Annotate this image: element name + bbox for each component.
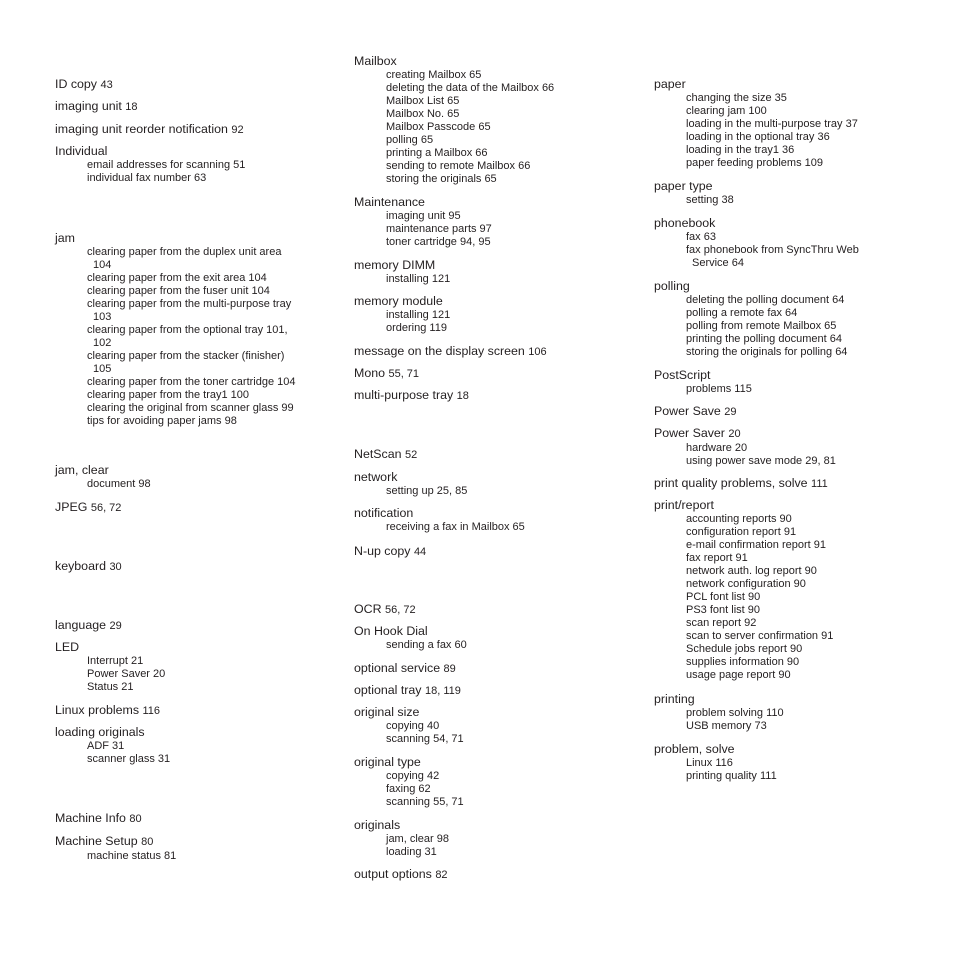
- index-subentry: scanning 54, 71: [386, 733, 464, 745]
- index-subentry: e-mail confirmation report 91: [686, 539, 827, 551]
- index-term-label: ID copy: [55, 77, 98, 91]
- index-subentry: USB memory 73: [686, 720, 767, 732]
- index-entry: [354, 660, 624, 677]
- index-term-label: imaging unit: [55, 99, 122, 113]
- index-subentry: storing the originals 65: [386, 173, 497, 185]
- index-subentry: polling from remote Mailbox 65: [686, 320, 837, 332]
- index-subentry: jam, clear 98: [386, 833, 449, 845]
- index-term-label: memory DIMM: [354, 258, 436, 272]
- index-term: [55, 833, 305, 850]
- index-term: [354, 817, 624, 833]
- index-subentry: PCL font list 90: [686, 591, 761, 603]
- index-term-label: Power Save: [654, 404, 721, 418]
- index-subentry: hardware 20: [686, 442, 748, 454]
- index-term-label: phonebook: [654, 216, 716, 230]
- index-term: [55, 76, 305, 93]
- index-entry: [354, 754, 624, 809]
- index-page-ref: 18: [125, 101, 138, 113]
- index-entry: [354, 446, 624, 463]
- index-term: [654, 691, 924, 707]
- index-page-ref: 106: [528, 346, 547, 358]
- index-entry: [55, 462, 305, 491]
- index-entry: [354, 387, 624, 404]
- index-term: [354, 257, 624, 273]
- index-entry: [55, 617, 305, 634]
- index-subentry: Schedule jobs report 90: [686, 643, 803, 655]
- index-term: [55, 499, 305, 516]
- index-subentry: usage page report 90: [686, 669, 791, 681]
- index-term-label: paper type: [654, 179, 713, 193]
- index-term: [55, 98, 305, 115]
- index-page-ref: 44: [413, 546, 427, 558]
- index-term-label: OCR: [354, 602, 382, 616]
- index-subentry: machine status 81: [87, 850, 177, 862]
- index-term-label: jam: [55, 231, 75, 245]
- index-subentry: toner cartridge 94, 95: [386, 236, 491, 248]
- index-entry: [354, 682, 624, 699]
- index-term: [354, 754, 624, 770]
- index-term-label: imaging unit reorder notification: [55, 122, 228, 136]
- index-subentry: clearing paper from the tray1 100: [87, 389, 250, 401]
- index-entry: [55, 499, 305, 516]
- index-page-ref: 43: [100, 79, 113, 91]
- index-entry: [55, 121, 305, 138]
- index-term-label: Linux problems: [55, 703, 140, 717]
- index-subentry: scan to server confirmation 91: [686, 630, 834, 642]
- index-term-label: printing: [654, 692, 695, 706]
- index-term-label: language: [55, 618, 106, 632]
- index-term-label: Mailbox: [354, 54, 397, 68]
- index-page-ref: 18: [456, 390, 469, 402]
- index-entry: [354, 293, 624, 335]
- index-subentry: Mailbox List 65: [386, 95, 460, 107]
- index-page-ref: 29: [724, 406, 737, 418]
- index-term-label: optional tray: [354, 683, 422, 697]
- index-entry: [354, 53, 624, 186]
- index-term-label: print/report: [654, 498, 714, 512]
- index-entry: [654, 475, 924, 492]
- index-term: [55, 810, 305, 827]
- index-entry: [55, 833, 305, 863]
- index-subentry: loading in the optional tray 36: [686, 131, 830, 143]
- index-subentry: printing the polling document 64: [686, 333, 842, 345]
- index-subentry: problems 115: [686, 383, 752, 395]
- index-term: [354, 543, 624, 560]
- index-subentry: clearing paper from the stacker (finisher) 105: [87, 350, 285, 375]
- index-subentry: Interrupt 21: [87, 655, 144, 667]
- index-subentry: PS3 font list 90: [686, 604, 760, 616]
- index-term: [654, 497, 924, 513]
- index-entry: [354, 343, 624, 360]
- index-term-label: paper: [654, 77, 686, 91]
- index-subentry: clearing jam 100: [686, 105, 767, 117]
- index-term-label: Machine Info: [55, 811, 126, 825]
- index-subentry: loading 31: [386, 846, 437, 858]
- index-term-label: N-up copy: [354, 544, 411, 558]
- index-term: [354, 704, 624, 720]
- index-term: [654, 425, 924, 442]
- index-page-ref: 30: [109, 561, 122, 573]
- index-page-ref: 80: [141, 836, 154, 848]
- index-subentry: faxing 62: [386, 783, 431, 795]
- index-subentry: Status 21: [87, 681, 134, 693]
- index-term: [654, 278, 924, 294]
- index-page-ref: 55, 71: [388, 368, 420, 380]
- index-page-ref: 29: [109, 620, 122, 632]
- index-entry: [354, 257, 624, 286]
- index-entry: [55, 76, 305, 93]
- index-subentry: clearing paper from the fuser unit 104: [87, 285, 270, 297]
- index-subentry: maintenance parts 97: [386, 223, 492, 235]
- index-term-label: memory module: [354, 294, 443, 308]
- index-term: [654, 741, 924, 757]
- index-page-ref: 56, 72: [385, 604, 416, 616]
- index-subentry: printing quality 111: [686, 770, 777, 782]
- index-subentry: deleting the polling document 64: [686, 294, 845, 306]
- index-entry: [654, 76, 924, 170]
- index-entry: [654, 741, 924, 783]
- index-subentry: sending to remote Mailbox 66: [386, 160, 531, 172]
- index-term: [654, 403, 924, 420]
- index-subentry: loading in the tray1 36: [686, 144, 795, 156]
- index-term: [55, 143, 305, 159]
- index-term: [354, 387, 624, 404]
- index-term-label: network: [354, 470, 398, 484]
- index-term: [654, 367, 924, 383]
- index-term: [354, 343, 624, 360]
- index-entry: [654, 691, 924, 733]
- index-subentry: installing 121: [386, 273, 451, 285]
- index-subentry: Linux 116: [686, 757, 733, 769]
- index-subentry: clearing the original from scanner glass 99: [87, 402, 294, 414]
- index-term-label: notification: [354, 506, 414, 520]
- index-subentry: clearing paper from the toner cartridge 104: [87, 376, 296, 388]
- index-subentry: setting up 25, 85: [386, 485, 468, 497]
- index-subentry: fax phonebook from SyncThru Web Service 64: [686, 244, 859, 269]
- index-term: [55, 121, 305, 138]
- index-subentry: fax 63: [686, 231, 716, 243]
- index-subentry: creating Mailbox 65: [386, 69, 482, 81]
- index-page-ref: 92: [231, 124, 244, 136]
- index-term-label: message on the display screen: [354, 344, 525, 358]
- index-subentry: clearing paper from the optional tray 101, 102: [87, 324, 288, 349]
- index-term-label: On Hook Dial: [354, 624, 428, 638]
- index-subentry: loading in the multi-purpose tray 37: [686, 118, 858, 130]
- index-entry: [354, 365, 624, 382]
- index-term-label: Maintenance: [354, 195, 425, 209]
- index-subentry: printing a Mailbox 66: [386, 147, 488, 159]
- index-subentry: receiving a fax in Mailbox 65: [386, 521, 525, 533]
- index-term: [55, 639, 305, 655]
- index-entry: [55, 639, 305, 694]
- index-subentry: deleting the data of the Mailbox 66: [386, 82, 555, 94]
- index-entry: [354, 817, 624, 859]
- index-entry: [354, 704, 624, 746]
- index-subentry: Mailbox No. 65: [386, 108, 460, 120]
- index-page-ref: 111: [811, 478, 828, 490]
- index-term-label: Individual: [55, 144, 108, 158]
- index-term-label: Mono: [354, 366, 385, 380]
- index-subentry: copying 42: [386, 770, 440, 782]
- index-term-label: original type: [354, 755, 421, 769]
- index-term: [55, 558, 305, 575]
- index-term: [354, 505, 624, 521]
- index-entry: [354, 194, 624, 249]
- index-entry: [55, 230, 305, 428]
- index-subentry: scanning 55, 71: [386, 796, 464, 808]
- index-term: [354, 293, 624, 309]
- index-term: [654, 215, 924, 231]
- index-entry: [354, 623, 624, 652]
- index-term-label: PostScript: [654, 368, 711, 382]
- index-page-ref: 56, 72: [90, 502, 122, 514]
- index-subentry: installing 121: [386, 309, 451, 321]
- index-term: [354, 682, 624, 699]
- index-term-label: JPEG: [55, 500, 88, 514]
- index-entry: [354, 505, 624, 534]
- index-subentry: using power save mode 29, 81: [686, 455, 836, 467]
- index-subentry: ADF 31: [87, 740, 125, 752]
- index-subentry: Mailbox Passcode 65: [386, 121, 491, 133]
- index-entry: [55, 98, 305, 115]
- index-term: [354, 469, 624, 485]
- index-entry: [354, 866, 624, 883]
- index-subentry: copying 40: [386, 720, 440, 732]
- index-subentry: polling a remote fax 64: [686, 307, 798, 319]
- index-subentry: storing the originals for polling 64: [686, 346, 848, 358]
- index-subentry: ordering 119: [386, 322, 447, 334]
- index-subentry: clearing paper from the exit area 104: [87, 272, 267, 284]
- index-subentry: email addresses for scanning 51: [87, 159, 246, 171]
- index-entry: [354, 469, 624, 498]
- index-subentry: clearing paper from the duplex unit area 104: [87, 246, 282, 271]
- index-term: [55, 230, 305, 246]
- index-subentry: paper feeding problems 109: [686, 157, 823, 169]
- index-subentry: clearing paper from the multi-purpose tray 103: [87, 298, 292, 323]
- index-entry: [55, 724, 305, 766]
- index-term: [354, 866, 624, 883]
- index-term: [354, 53, 624, 69]
- index-term-label: problem, solve: [654, 742, 735, 756]
- index-term-label: Machine Setup: [55, 834, 138, 848]
- index-term-label: multi-purpose tray: [354, 388, 454, 402]
- index-entry: [654, 278, 924, 359]
- index-subentry: configuration report 91: [686, 526, 797, 538]
- index-entry: [55, 702, 305, 719]
- index-subentry: scanner glass 31: [87, 753, 171, 765]
- index-subentry: accounting reports 90: [686, 513, 792, 525]
- index-term-label: loading originals: [55, 725, 145, 739]
- index-entry: [654, 403, 924, 420]
- index-entry: [55, 810, 305, 827]
- index-term-label: polling: [654, 279, 690, 293]
- index-subentry: setting 38: [686, 194, 734, 206]
- index-subentry: individual fax number 63: [87, 172, 207, 184]
- index-page-ref: 89: [443, 663, 456, 675]
- index-subentry: network configuration 90: [686, 578, 806, 590]
- index-term: [654, 76, 924, 92]
- index-term: [55, 462, 305, 478]
- index-entry: [55, 558, 305, 575]
- index-subentry: problem solving 110: [686, 707, 784, 719]
- index-subentry: fax report 91: [686, 552, 748, 564]
- index-subentry: polling 65: [386, 134, 434, 146]
- index-subentry: supplies information 90: [686, 656, 800, 668]
- index-subentry: scan report 92: [686, 617, 757, 629]
- index-term-label: optional service: [354, 661, 441, 675]
- index-term: [55, 724, 305, 740]
- index-entry: [354, 543, 624, 560]
- index-entry: [654, 497, 924, 682]
- index-page-ref: 20: [728, 428, 741, 440]
- index-term: [654, 178, 924, 194]
- index-page-ref: 116: [142, 705, 161, 717]
- index-entry: [55, 143, 305, 185]
- index-page-ref: 82: [435, 869, 448, 881]
- index-entry: [354, 601, 624, 618]
- index-term-label: jam, clear: [55, 463, 109, 477]
- index-subentry: Power Saver 20: [87, 668, 166, 680]
- index-term: [354, 601, 624, 618]
- index-subentry: document 98: [87, 478, 151, 490]
- index-entry: [654, 215, 924, 270]
- index-subentry: sending a fax 60: [386, 639, 467, 651]
- index-subentry: tips for avoiding paper jams 98: [87, 415, 237, 427]
- index-term: [354, 365, 624, 382]
- index-entry: [654, 367, 924, 396]
- index-term-label: originals: [354, 818, 401, 832]
- index-entry: [654, 425, 924, 468]
- index-term: [354, 660, 624, 677]
- index-term-label: keyboard: [55, 559, 106, 573]
- index-page-ref: 18, 119: [424, 685, 461, 697]
- index-term: [354, 446, 624, 463]
- index-term-label: Power Saver: [654, 426, 725, 440]
- index-subentry: imaging unit 95: [386, 210, 461, 222]
- index-subentry: network auth. log report 90: [686, 565, 817, 577]
- index-page-ref: 80: [129, 813, 142, 825]
- index-subentry: changing the size 35: [686, 92, 787, 104]
- index-term: [354, 194, 624, 210]
- index-term: [654, 475, 924, 492]
- index-term: [354, 623, 624, 639]
- index-term-label: print quality problems, solve: [654, 476, 808, 490]
- index-term-label: NetScan: [354, 447, 402, 461]
- index-term-label: original size: [354, 705, 420, 719]
- index-page-ref: 52: [404, 449, 418, 461]
- index-entry: [654, 178, 924, 207]
- index-term-label: output options: [354, 867, 432, 881]
- index-term-label: LED: [55, 640, 80, 654]
- index-term: [55, 617, 305, 634]
- index-term: [55, 702, 305, 719]
